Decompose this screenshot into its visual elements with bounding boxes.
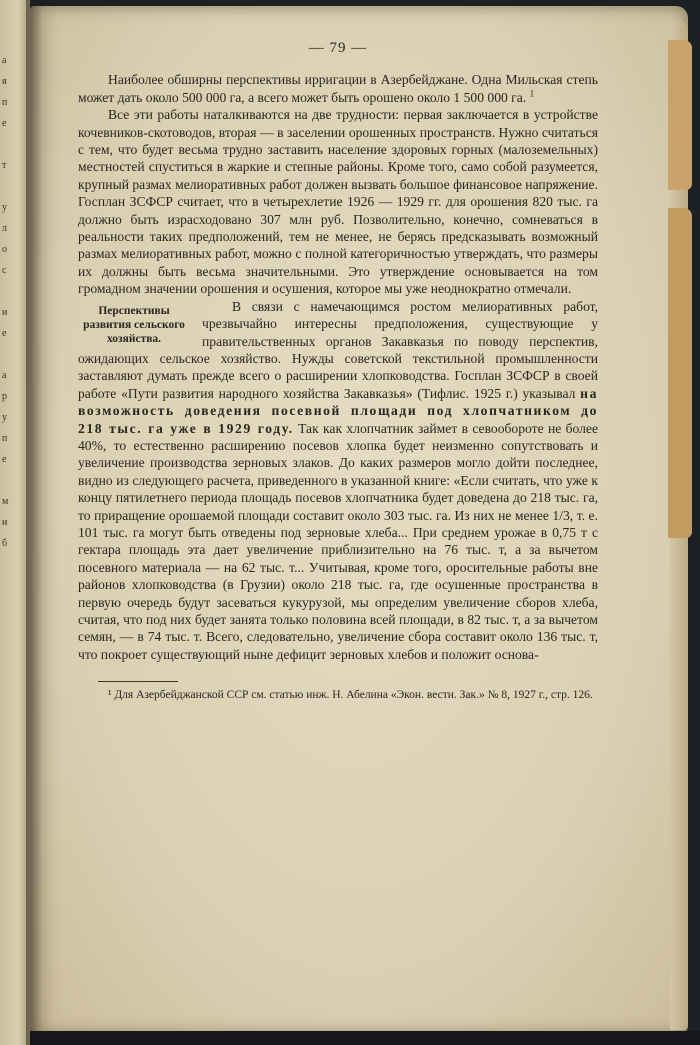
footnote: ¹ Для Азербейджанской ССР см. статью инж. Н. Абелина «Экон. вести. Зак.» № 8, 1927 г., стр. 126.: [108, 689, 593, 702]
paragraph-3: [78, 298, 598, 664]
page-number: — 79 —: [308, 40, 368, 56]
paragraph-3-text-b: Так как хлопчатник займет в севообороте не более 40%, то естественно расширению посевов хлопка будет неизменно сопутствовать и увеличение производства зерновых злаков. До каких размеров могло дойти последнее, видно из следующего расчета, приведенного в указанной книге: «Если считать, что уже к концу пятилетнего периода площадь посевов хлопчатника будет доведена до 218 тыс. га, то приращение орошаемой площади составит около 303 тыс. га. Из них не менее 1/3, т. е. 101 тыс. га могут быть отведены под зерновые хлеба... При среднем урожае в 0,75 т с гектара площадь эта дает увеличение приблизительно на 76 тыс. т, а за вычетом посевного материала — на 62 тыс. т... Учитывая, кроме того, оросительные работы вне районов хлопководства (в Грузии) около 218 тыс. га, где осушенные пространства в первую очередь будут засеваться кукурузой, мы определим увеличение сборов хлеба, считая, что под них будет занята только половина всей площади, в 82 тыс. т, а за вычетом семян, — в 74 тыс. т. Всего, следовательно, увеличение сбора составит около 136 тыс. т, что покроет существующий ныне дефицит зерновых хлебов и положит основа-: [78, 420, 598, 662]
left-page-edge-text: а я п е т у л о с и е а р у п е м и б: [2, 55, 9, 549]
page-edge-tab-middle: [668, 208, 692, 538]
page-text-block: [78, 40, 598, 703]
page-edge-tab-top: [668, 40, 692, 190]
table-background-bottom: [30, 1031, 700, 1045]
book-page: [30, 6, 688, 1034]
paragraph-3-emphasis: на возможность доведения посевной площади под хлопчатником до 218 тыс. га уже в 1929 году.: [78, 385, 598, 436]
section-agriculture: [78, 298, 598, 664]
paragraph-1: [78, 71, 598, 106]
paragraph-2: Все эти работы наталкиваются на две трудности: первая заключается в устройстве кочевников-скотоводов, вторая — в заселении орошенных пространств. Нужно считаться с тем, что будет весьма трудно заставить население здоровых горных (малоземельных) местностей спуститься в жаркие и степные районы. Кроме того, само собой разумеется, крупный размах мелиоративных работ должен вызвать большое финансовое напряжение. Госплан ЗСФСР считает, что в четырехлетие 1926 — 1929 гг. для орошения 820 тыс. га должно быть израсходовано 307 млн руб. Позволительно, конечно, сомневаться в реальности таких предположений, тем не менее, не берясь предсказывать возможный размах мелиоративных работ, можно с полной категоричностью утверждать, что размеры их должны быть весьма значительными. Это утверждение основывается на том громадном значении орошения и осушения, которое мы уже неоднократно отмечали.: [78, 107, 598, 297]
side-heading: Перспективы развития сельского хозяйства.: [83, 304, 185, 345]
footnote-reference: 1: [529, 88, 535, 99]
binding-gutter-shadow: [26, 0, 42, 1045]
paragraph-1-text: Наиболее обширны перспективы ирригации в Азербейджане. Одна Мильская степь может дать около 500 000 га, а всего может быть орошено около 1 500 000 га.: [78, 72, 598, 105]
footnote-divider: [98, 681, 178, 682]
paragraph-3-text-a: В связи с намечающимся ростом мелиоративных работ, чрезвычайно интересны предположения, существующие у правительственных органов Закавказья по поводу перспектив, ожидающих сельское хозяйство. Нужды советской текстильной промышленности заставляют думать прежде всего о расширении хлопководства. Госплан ЗСФСР в своей работе «Пути развития народного хозяйства Закавказья» (Тифлис. 1925 г.) указывал: [78, 298, 598, 401]
